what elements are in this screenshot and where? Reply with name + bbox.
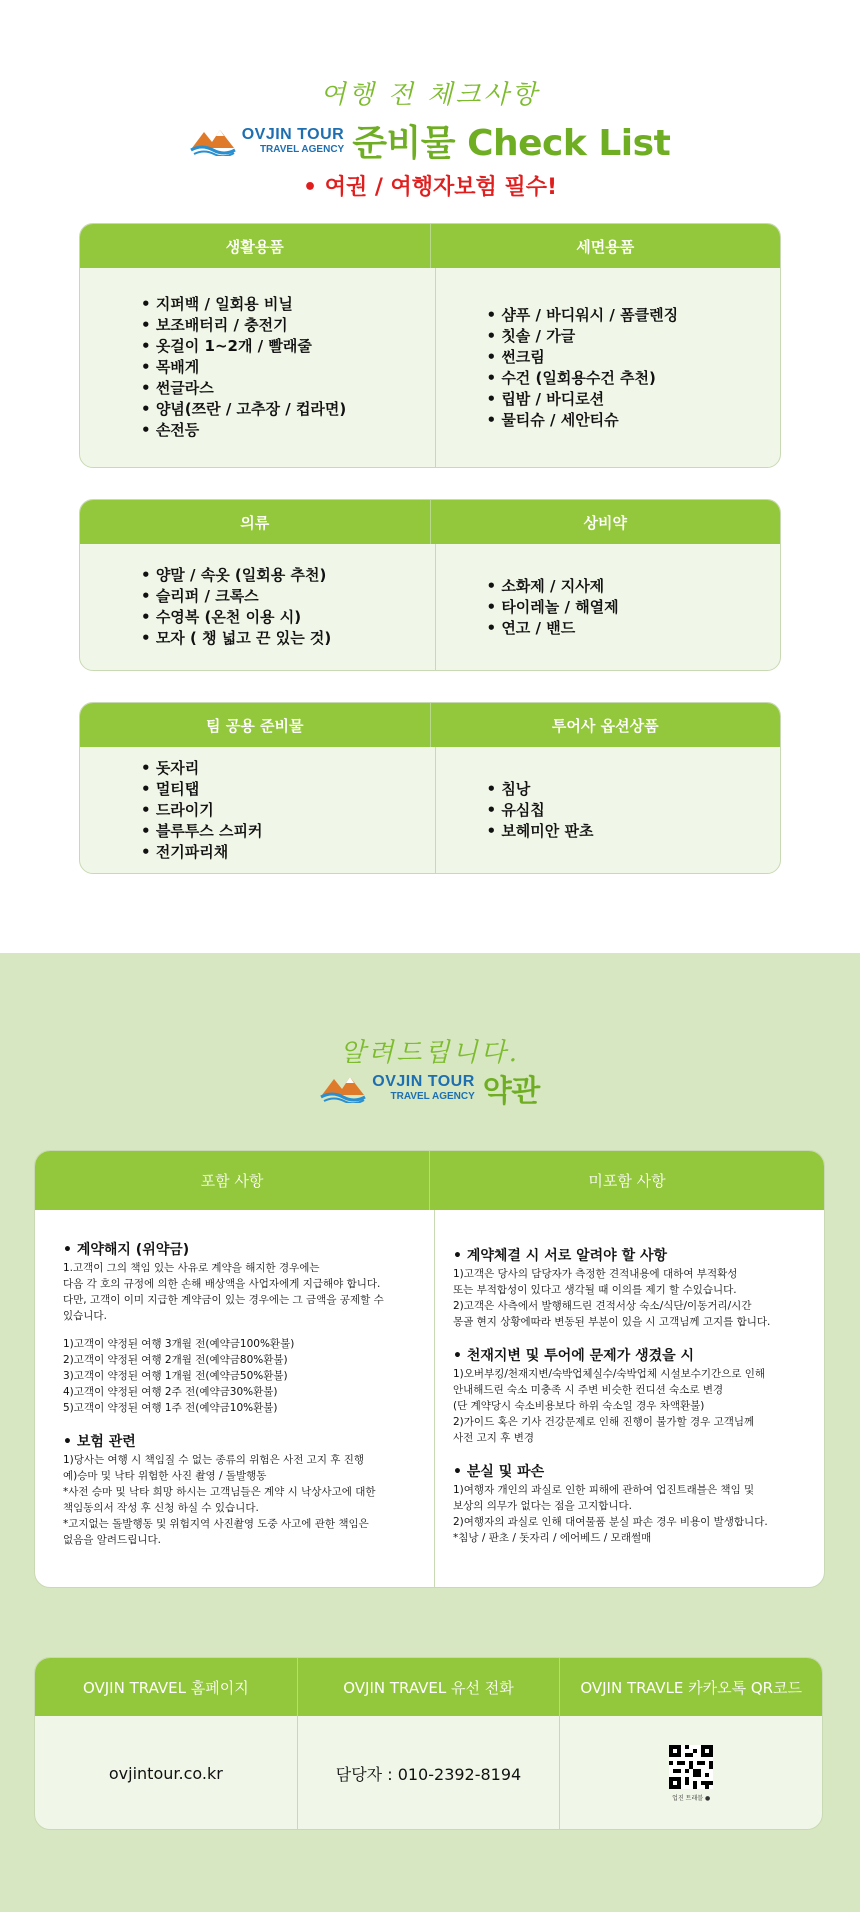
table-header: 투어사 옵션상품 <box>430 703 781 747</box>
terms-heading: • 계약체결 시 서로 알려야 할 사항 <box>453 1246 802 1266</box>
checklist-section <box>0 0 860 953</box>
terms-line: 없음을 알려드립니다. <box>63 1534 161 1546</box>
list-item: • 멀티탭 <box>141 779 262 800</box>
table-header: 팀 공용 준비물 <box>206 716 304 735</box>
terms-line: 다만, 고객이 이미 지급한 계약금이 있는 경우에는 그 금액을 공제할 수 <box>63 1294 384 1306</box>
table-header: 미포함 사항 <box>429 1151 824 1210</box>
terms-line: 1)당사는 여행 시 책임질 수 없는 종류의 위험은 사전 고지 후 진행 <box>63 1454 365 1466</box>
mountain-logo-icon <box>320 1073 366 1103</box>
terms-line: 4)고객이 약정된 여행 2주 전(예약금30%환불) <box>63 1386 278 1398</box>
table-header: 세면용품 <box>430 224 781 268</box>
terms-line: 다음 각 호의 규정에 의한 손해 배상액을 사업자에게 지급해야 합니다. <box>63 1278 381 1290</box>
table-header: 의류 <box>240 513 270 532</box>
terms-line: 1)고객이 약정된 여행 3개월 전(예약금100%환불) <box>63 1338 295 1350</box>
table-header: OVJIN TRAVEL 홈페이지 <box>82 1678 249 1697</box>
list-item: • 칫솔 / 가글 <box>487 326 679 347</box>
notice-brand-row <box>0 1066 860 1110</box>
terms-line: 사전 고지 후 변경 <box>453 1432 535 1444</box>
terms-line: 1)고객은 당사의 담당자가 측정한 견적내용에 대하여 부적확성 <box>453 1268 738 1280</box>
list-item: • 전기파리채 <box>141 842 262 863</box>
list-item: • 보조배터리 / 충전기 <box>141 315 346 336</box>
notice-script-title: 알려드립니다. <box>340 1038 520 1068</box>
kakao-qr[interactable] <box>669 1745 713 1802</box>
list-item: • 지퍼백 / 일회용 비닐 <box>141 294 346 315</box>
terms-line: 1)여행자 개인의 과실로 인한 피해에 관하여 업진트래블은 책임 및 <box>453 1484 755 1496</box>
required-alert: • 여권 / 여행자보험 필수! <box>302 175 558 200</box>
list-item: • 샴푸 / 바디워시 / 폼클렌징 <box>487 305 679 326</box>
logo-sub-text: TRAVEL AGENCY <box>259 143 345 155</box>
excluded-column <box>434 1210 824 1588</box>
item-list <box>487 576 619 639</box>
terms-heading: • 분실 및 파손 <box>453 1462 802 1482</box>
logo-main-text: OVJIN TOUR <box>372 1073 475 1090</box>
terms-line: *침낭 / 판초 / 돗자리 / 에어베드 / 모래썰매 <box>453 1532 652 1544</box>
logo-main-text: OVJIN TOUR <box>241 125 345 143</box>
terms-line: 3)고객이 약정된 여행 1개월 전(예약금50%환불) <box>63 1370 288 1382</box>
item-list <box>141 294 346 441</box>
terms-line: 5)고객이 약정된 여행 1주 전(예약금10%환불) <box>63 1402 278 1414</box>
list-item: • 드라이기 <box>141 800 262 821</box>
terms-line: (단 계약당시 숙소비용보다 하위 숙소일 경우 차액환불) <box>453 1400 705 1412</box>
terms-heading: • 보험 관련 <box>63 1432 412 1452</box>
list-item: • 목배게 <box>141 357 346 378</box>
terms-line: *고지없는 돌발행동 및 위험지역 사진촬영 도중 사고에 관한 책임은 <box>63 1518 369 1530</box>
list-item: • 블루투스 스피커 <box>141 821 262 842</box>
list-item: • 타이레놀 / 해열제 <box>487 597 619 618</box>
terms-line: 2)고객은 사측에서 발행해드린 견적서상 숙소/식단/이동거리/시간 <box>453 1300 752 1312</box>
list-item: • 손전등 <box>141 420 346 441</box>
logo-sub-text: TRAVEL AGENCY <box>390 1091 475 1102</box>
list-item: • 돗자리 <box>141 758 262 779</box>
terms-heading: • 천재지변 및 투어에 문제가 생겼을 시 <box>453 1346 802 1366</box>
table-header: 생활용품 <box>225 237 284 256</box>
terms-table <box>34 1150 825 1588</box>
terms-line: 1)오버부킹/천재지변/숙박업체실수/숙박업체 시설보수기간으로 인해 <box>453 1368 766 1380</box>
list-item: • 물티슈 / 세안티슈 <box>487 410 679 431</box>
table-header: OVJIN TRAVLE 카카오톡 QR코드 <box>559 1658 822 1716</box>
terms-line: 보상의 의무가 없다는 점을 고지합니다. <box>453 1500 632 1512</box>
terms-line: 2)가이드 혹은 기사 건강문제로 인해 진행이 불가할 경우 고객님께 <box>453 1416 755 1428</box>
table-header: 포함 사항 <box>200 1172 264 1190</box>
list-item: • 슬리퍼 / 크록스 <box>141 586 331 607</box>
terms-line: 1.고객이 그의 책임 있는 사유로 계약을 해지한 경우에는 <box>63 1262 320 1274</box>
terms-line: *사전 승마 및 낙타 희망 하시는 고객님들은 계약 시 낙상사고에 대한 <box>63 1486 376 1498</box>
list-item: • 소화제 / 지사제 <box>487 576 619 597</box>
terms-line: 안내해드린 숙소 미충족 시 주변 비슷한 컨디션 숙소로 변경 <box>453 1384 724 1396</box>
item-list <box>141 758 262 863</box>
phone-number[interactable]: 담당자 : 010-2392-8194 <box>335 1765 522 1784</box>
item-list <box>141 565 331 649</box>
script-title: 여행 전 체크사항 <box>320 80 540 110</box>
included-column <box>35 1210 434 1588</box>
page-title: 준비물 Check List <box>352 123 671 164</box>
checklist-table-3 <box>79 702 781 874</box>
list-item: • 침낭 <box>487 779 594 800</box>
ovjin-logo <box>190 126 345 156</box>
terms-line: 책임동의서 작성 후 신청 하실 수 있습니다. <box>63 1502 259 1514</box>
contact-table <box>34 1657 823 1830</box>
item-list <box>487 779 594 842</box>
website-link[interactable]: ovjintour.co.kr <box>108 1764 223 1783</box>
terms-line: 2)여행자의 과실로 인해 대여물품 분실 파손 경우 비용이 발생합니다. <box>453 1516 768 1528</box>
list-item: • 썬글라스 <box>141 378 346 399</box>
terms-line: 몽골 현지 상황에따라 변동된 부분이 있을 시 고객님께 고지를 합니다. <box>453 1316 771 1328</box>
item-list <box>487 305 679 431</box>
qr-label: 업진 트래블 ● <box>672 1795 711 1802</box>
qr-code-icon <box>669 1745 713 1789</box>
list-item: • 옷걸이 1~2개 / 빨래줄 <box>141 336 346 357</box>
table-header: OVJIN TRAVEL 유선 전화 <box>297 1658 560 1716</box>
list-item: • 양념(쯔란 / 고추장 / 컵라면) <box>141 399 346 420</box>
list-item: • 썬크림 <box>487 347 679 368</box>
terms-line: 또는 부적합성이 있다고 생각될 때 이의를 제기 할 수있습니다. <box>453 1284 737 1296</box>
list-item: • 유심칩 <box>487 800 594 821</box>
list-item: • 양말 / 속옷 (일회용 추천) <box>141 565 331 586</box>
list-item: • 연고 / 밴드 <box>487 618 619 639</box>
checklist-table-1 <box>79 223 781 468</box>
list-item: • 립밤 / 바디로션 <box>487 389 679 410</box>
notice-title: 약관 <box>482 1074 540 1109</box>
ovjin-logo <box>320 1073 475 1103</box>
terms-line: 2)고객이 약정된 여행 2개월 전(예약금80%환불) <box>63 1354 288 1366</box>
table-header: 상비약 <box>430 500 781 544</box>
mountain-logo-icon <box>190 126 236 156</box>
brand-row <box>0 115 860 166</box>
terms-line: 예)승마 및 낙타 위험한 사진 촬영 / 돌발행동 <box>63 1470 267 1482</box>
list-item: • 보헤미안 판초 <box>487 821 594 842</box>
checklist-table-2 <box>79 499 781 671</box>
terms-heading: • 계약해지 (위약금) <box>63 1240 412 1260</box>
list-item: • 수영복 (온천 이용 시) <box>141 607 331 628</box>
terms-line: 있습니다. <box>63 1310 107 1322</box>
list-item: • 모자 ( 챙 넓고 끈 있는 것) <box>141 628 331 649</box>
list-item: • 수건 (일회용수건 추천) <box>487 368 679 389</box>
